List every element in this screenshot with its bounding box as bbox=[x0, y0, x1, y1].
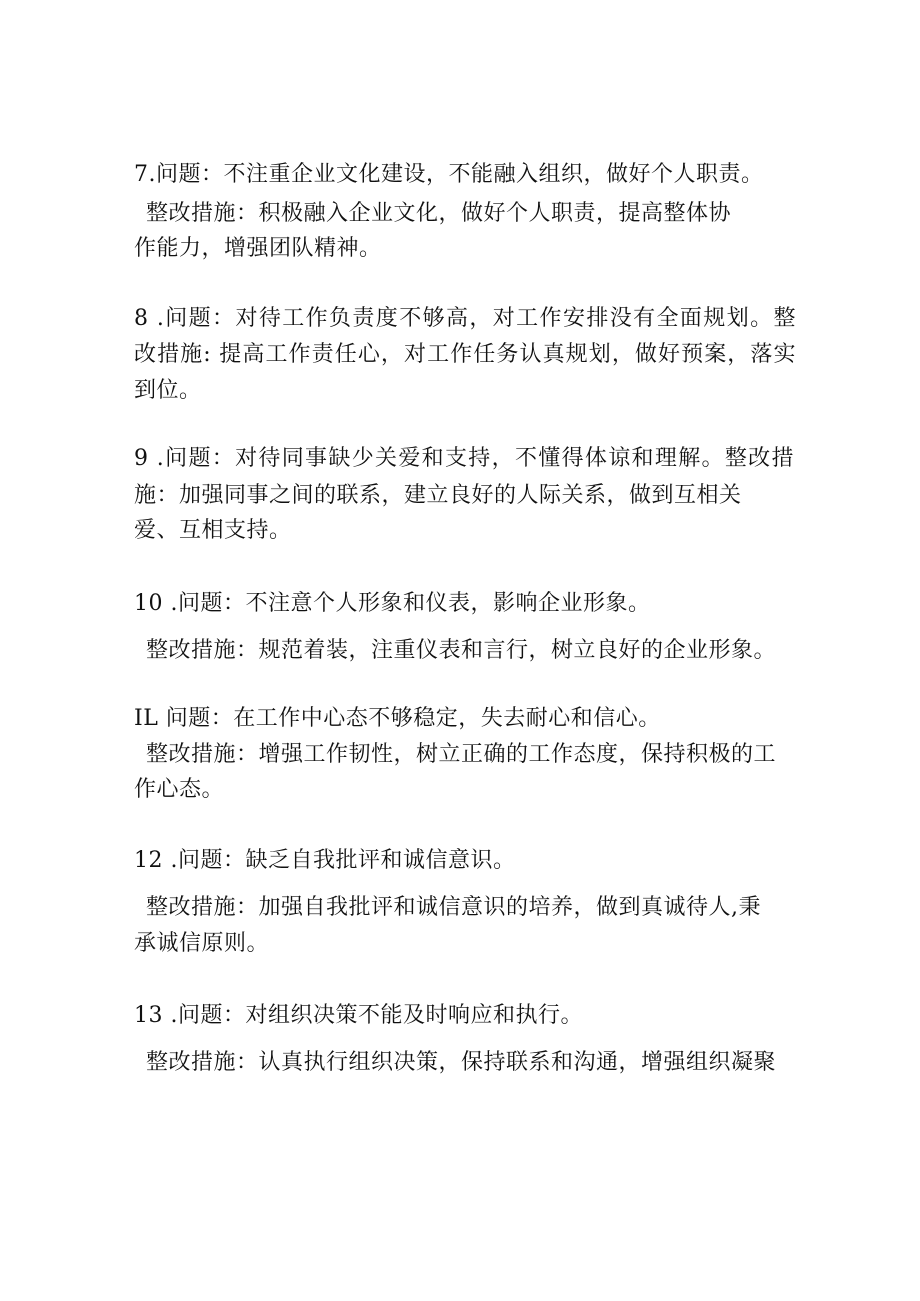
item-10-problem: 10 .问题：不注意个人形象和仪表，影响企业形象。 bbox=[134, 591, 651, 616]
item-11-measure-cont: 作心态。 bbox=[134, 777, 225, 802]
item-8-measure: 改措施: 提高工作责任心，对工作任务认真规划，做好预案，落实 bbox=[134, 342, 796, 367]
item-12-problem: 12 .问题：缺乏自我批评和诚信意识。 bbox=[134, 848, 516, 873]
item-9-measure: 施：加强同事之间的联系，建立良好的人际关系，做到互相关 bbox=[134, 483, 742, 508]
item-13-measure: 整改措施：认真执行组织决策，保持联系和沟通，增强组织凝聚 bbox=[146, 1050, 777, 1075]
item-11-measure: 整改措施：增强工作韧性，树立正确的工作态度，保持积极的工 bbox=[146, 742, 777, 767]
item-7-measure-cont: 作能力，增强团队精神。 bbox=[134, 236, 382, 261]
item-8-measure-cont: 到位。 bbox=[134, 378, 202, 403]
item-12-measure: 整改措施：加强自我批评和诚信意识的培养，做到真诚待人,秉 bbox=[146, 895, 761, 920]
item-11-problem: IL 问题：在工作中心态不够稳定，失去耐心和信心。 bbox=[134, 706, 661, 731]
item-7-measure: 整改措施：积极融入企业文化，做好个人职责，提高整体协 bbox=[146, 201, 732, 226]
item-7-problem: 7.问题：不注重企业文化建设，不能融入组织，做好个人职责。 bbox=[134, 162, 764, 187]
item-9-measure-cont: 爱、互相支持。 bbox=[134, 518, 292, 543]
item-12-measure-cont: 承诚信原则。 bbox=[134, 931, 270, 956]
item-13-problem: 13 .问题：对组织决策不能及时响应和执行。 bbox=[134, 1003, 583, 1028]
item-10-measure: 整改措施：规范着装，注重仪表和言行，树立良好的企业形象。 bbox=[146, 638, 777, 663]
item-9-problem: 9 .问题：对待同事缺少关爱和支持，不懂得体谅和理解。整改措 bbox=[134, 446, 794, 471]
item-8-problem: 8 .问题：对待工作负责度不够高，对工作安排没有全面规划。整 bbox=[134, 306, 796, 331]
